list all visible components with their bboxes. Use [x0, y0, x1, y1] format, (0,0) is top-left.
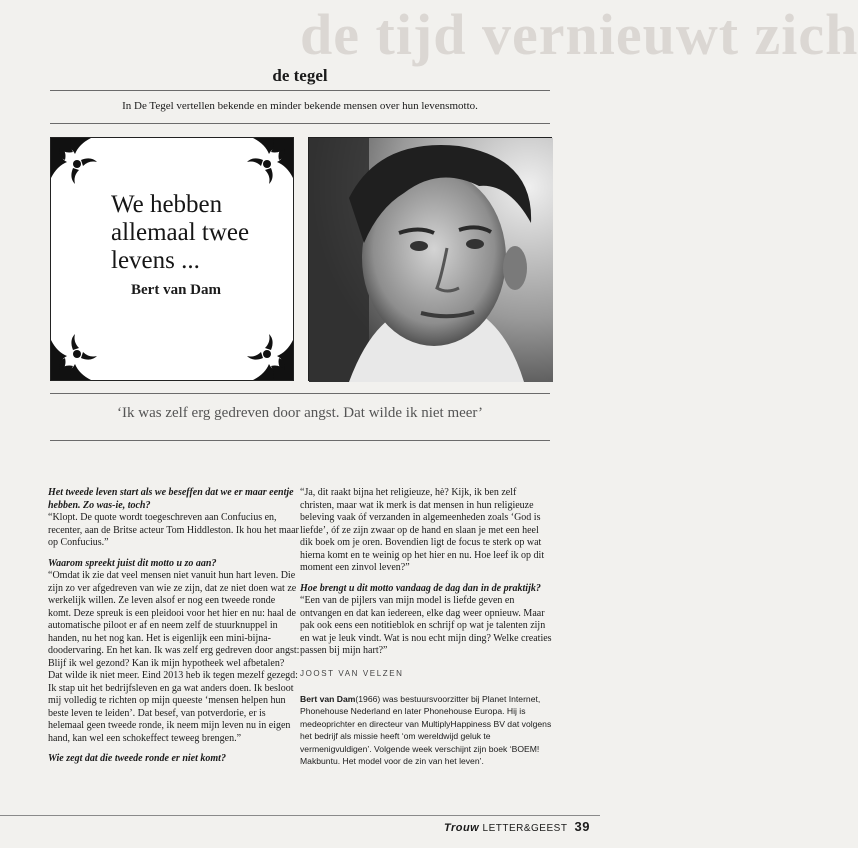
interview-question: Waarom spreekt juist dit motto u zo aan? [48, 557, 217, 569]
page-footer [444, 819, 590, 834]
section-intro: In De Tegel vertellen bekende en minder bekende mensen over hun levensmotto. [122, 100, 478, 112]
header-rule-top [50, 90, 550, 91]
pull-quote: ‘Ik was zelf erg gedreven door angst. Dat wilde ik niet meer’ [117, 405, 483, 421]
interview-question: Hoe brengt u dit motto vandaag de dag dan in de praktijk? [300, 582, 541, 594]
article-column-left [48, 487, 300, 774]
tile-corner-ornament-icon [51, 138, 109, 196]
section-title: de tegel [272, 66, 328, 85]
footer-section: LETTER&GEEST [482, 823, 568, 834]
interview-answer: “Ja, dit raakt bijna het religieuze, hè? Kijk, ik ben zelf christen, maar wat ik merk is dat mensen in hun religieuze beleving vaak óf verzanden in algemeenheden zoals ‘God is liefde’, óf ze zijn zwaar op de hand en slaan je met een heel dik boek om je oren. Bovendien ligt de focus te sterk op wat hierna komt en te weinig op het hier en nu. Hoe leef ik op dit moment een zinvol leven?” [300, 487, 545, 573]
tile-author: Bert van Dam [131, 282, 221, 298]
pullquote-rule-top [50, 393, 550, 394]
motto-tile [50, 137, 294, 381]
portrait-illustration [309, 138, 553, 382]
pullquote-rule-bottom [50, 440, 550, 441]
tile-quote-line: We hebben [111, 191, 223, 218]
interview-answer: “Klopt. De quote wordt toegeschreven aan Confucius en, recenter, aan de Britse acteur Tom Hiddleston. Ik hou het maar op Confucius.” [48, 512, 299, 548]
footer-brand: Trouw [443, 822, 480, 834]
interview-question: Het tweede leven start als we beseffen dat we er maar eentje hebben. Zo was-ie, toch? [48, 487, 294, 511]
tile-quote-line: levens ... [111, 247, 200, 274]
bleed-through-text: de tijd vernieuwt zich [300, 2, 858, 67]
tile-quote-line: allemaal twee [111, 219, 250, 246]
tile-corner-ornament-icon [51, 322, 109, 380]
qa-block [48, 487, 300, 550]
interview-answer: “Omdat ik zie dat veel mensen niet vanuit hun hart leven. Die zijn zo ver afgedreven van wie ze zijn, dat ze niet doen wat ze werkelijk willen. Ze leven alsof er nog een tweede ronde komt. Deze spreuk is een pleidooi voor het hier en nu: haal de automatische piloot er af en neem zelf de stuurknuppel in handen, nu het nog kan. Het is eigenlijk een mini-bijna-doodervaring. En het kan. Ik was zelf erg gedreven door angst: Blijf ik wel gezond? Kan ik mijn hypotheek wel afbetalen? Dat wilde ik niet meer. Eind 2013 heb ik tegen mezelf gezegd: Ik stap uit het bedrijfsleven en ga wat anders doen. Ik besloot mij volledig te richten op mijn queeste ‘mensen helpen hun beste leven te leiden’. Dat besef, van potverdorie, er is helemaal geen tweede ronde, ik neem mijn leven nu in eigen hand, kan wel een schokeffect teweeg brengen.” [48, 570, 300, 744]
interview-question: Wie zegt dat die tweede ronde er niet komt? [48, 753, 226, 764]
qa-block [48, 753, 300, 766]
tile-corner-ornament-icon [235, 322, 293, 380]
author-bio [300, 693, 552, 767]
qa-block [48, 558, 300, 746]
bio-name: Bert van Dam [300, 694, 356, 704]
interview-answer: “Een van de pijlers van mijn model is liefde geven en ontvangen en dat kan iedereen, elke dag weer opnieuw. Maar pak ook eens een notitieblok en schrijf op wat je talenten zijn en wat je leuk vindt. Wat is nou echt mijn ding? Welke creaties passen bij mijn hart?” [300, 595, 552, 656]
qa-block [300, 583, 552, 658]
bio-text: (1966) was bestuursvoorzitter bij Planet Internet, Phonehouse Nederland en later Phonehouse Europa. Hij is medeoprichter en directeur van MultiplyHappiness BV dat volgens het bedrijf als missie heeft ‘om wereldwijd geluk te vermenigvuldigen’. Volgende week verschijnt zijn boek ‘BOEM! Makbuntu. Het model voor de zin van het leven’. [300, 694, 552, 767]
author-byline: JOOST VAN VELZEN [300, 668, 404, 678]
footer-rule [0, 815, 600, 816]
portrait-photo [308, 137, 552, 381]
tile-corner-ornament-icon [235, 138, 293, 196]
header-rule-bottom [50, 123, 550, 124]
page-number: 39 [574, 819, 590, 834]
tile-quote [111, 191, 273, 275]
article-column-right [300, 487, 552, 775]
